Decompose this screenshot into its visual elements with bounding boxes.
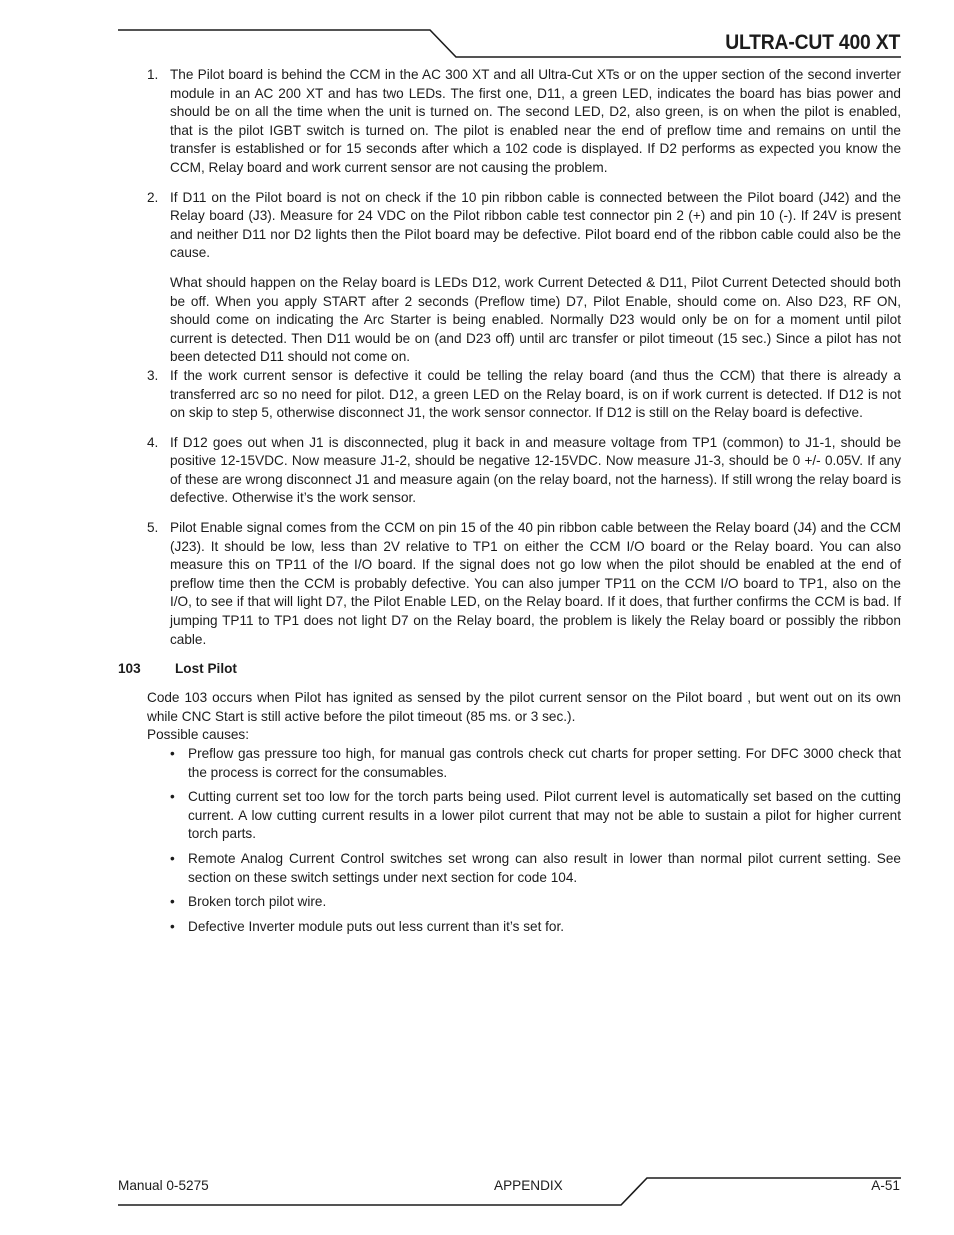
cause-text: Defective Inverter module puts out less current than it’s set for. (188, 918, 565, 934)
footer-section-label: APPENDIX (494, 1178, 563, 1193)
numbered-item-3 (118, 367, 901, 423)
section-title: Lost Pilot (175, 661, 237, 677)
relay-board-note: What should happen on the Relay board is LEDs D12, work Current Detected & D11, Pilot Current Detected should both be off. When you apply START after 2 seconds (Preflow time) D7, Pilot Enable, should come on. Also D23, RF ON, should come on indicating the Arc Starter is being enabled. Normally D23 would only be on for a moment until pilot current is detected. Then D11 would be on (and D23 off) until arc transfer or pilot timeout (15 sec.) Since a pilot has not been detected D11 should not come on. (170, 274, 901, 365)
cause-text: Remote Analog Current Control switches set wrong can also result in lower than normal pilot current setting. See section on these switch settings under next section for code 104. (188, 850, 901, 885)
numbered-item-4 (118, 434, 901, 508)
list-item (118, 745, 901, 782)
causes-list (118, 745, 901, 936)
bullet-icon: • (170, 850, 175, 866)
bullet-icon: • (170, 894, 175, 910)
list-item (118, 788, 901, 844)
causes-label: Possible causes: (147, 727, 250, 743)
numbered-item-2 (118, 189, 901, 263)
cause-text: Cutting current set too low for the torch parts being used. Pilot current level is automatically set based on the cutting current. A low cutting current results in a lower pilot current that may not be able to sustain a pilot for higher current torch parts. (188, 789, 901, 842)
section-description: Code 103 occurs when Pilot has ignited as sensed by the pilot current sensor on the Pilot board , but went out on its own while CNC Start is still active before the pilot timeout (85 ms. or 3 sec.). (147, 690, 901, 724)
item-text: Pilot Enable signal comes from the CCM on pin 15 of the 40 pin ribbon cable between the Relay board (J4) and the CCM (J23). It should be low, less than 2V relative to TP1 on either the CCM I/O board or the Relay board. You can also measure this on TP11 of the I/O board. If the signal does not go low when the pilot should be enabled at the end of preflow time then the CCM is probably defective. You can also jumper TP11 on the CCM I/O board to TP1, also on the I/O, to see if that will light D7, the Pilot Enable LED, on the Relay board. If it does, that further confirms the CCM is bad. If jumping TP11 to TP1 does not light D7 on the Relay board, the problem is likely the Relay board or possibly the ribbon cable. (170, 520, 901, 647)
numbered-item-5 (118, 519, 901, 649)
footer-manual-number: Manual 0-5275 (118, 1178, 209, 1193)
list-item (118, 893, 901, 912)
cause-text: Broken torch pilot wire. (188, 894, 327, 910)
item-text: The Pilot board is behind the CCM in the AC 300 XT and all Ultra-Cut XTs or on the upper section of the second inverter module in an AC 200 XT and has two LEDs. The first one, D11, a green LED, indicates the board has bias power and should be on all the time when the unit is turned on. The second LED, D2, also green, is on when the pilot is enabled, that is the pilot IGBT switch is turned on. The pilot is enabled near the end of preflow time and remains on until the transfer is established or for 15 seconds after which a 102 code is displayed. If D2 performs as expected you know the CCM, Relay board and work current sensor are not causing the problem. (170, 67, 901, 175)
numbered-item-1 (118, 66, 901, 178)
section-number: 103 (118, 661, 141, 677)
item-number: 2. (147, 189, 159, 205)
bullet-icon: • (170, 789, 175, 805)
cause-text: Preflow gas pressure too high, for manual gas controls check cut charts for proper setting. For DFC 3000 check that the process is correct for the consumables. (188, 746, 901, 780)
item-text: If the work current sensor is defective it could be telling the relay board (and thus the CCM) that there is already a transferred arc so no need for pilot. D12, a green LED on the Relay board, is on if work current is detected. If D12 is not on skip to step 5, otherwise disconnect J1, the work sensor connector. If D12 is still on the Relay board is defective. (170, 367, 901, 421)
section-heading (118, 660, 901, 678)
list-item (118, 850, 901, 887)
list-item (118, 918, 901, 937)
bullet-icon: • (170, 918, 175, 934)
item-number: 4. (147, 434, 159, 450)
bullet-icon: • (170, 746, 175, 761)
item-text: If D11 on the Pilot board is not on check if the 10 pin ribbon cable is connected between the Pilot board (J42) and the Relay board (J3). Measure for 24 VDC on the Pilot ribbon cable test connector pin 2 (+) and pin 10 (-). If 24V is present and neither D11 nor D2 lights then the Pilot board may be defective. Pilot board end of the ribbon cable could also be the cause. (170, 189, 901, 261)
item-text: If D12 goes out when J1 is disconnected, plug it back in and measure voltage from TP1 (common) to J1-1, should be positive 12-15VDC. Now measure J1-2, should be negative 12-15VDC. Now measure J1-3, should be 0 +/- 0.05V. If any of these are wrong disconnect J1 and measure again (on the relay board, not the harness). If still wrong the relay board is defective. Otherwise it’s the work sensor. (170, 434, 901, 506)
item-number: 1. (147, 67, 159, 82)
item-number: 3. (147, 367, 159, 383)
page-body (118, 66, 901, 942)
document-title: ULTRA-CUT 400 XT (725, 31, 900, 54)
footer-page-number: A-51 (871, 1178, 900, 1193)
item-number: 5. (147, 520, 159, 536)
